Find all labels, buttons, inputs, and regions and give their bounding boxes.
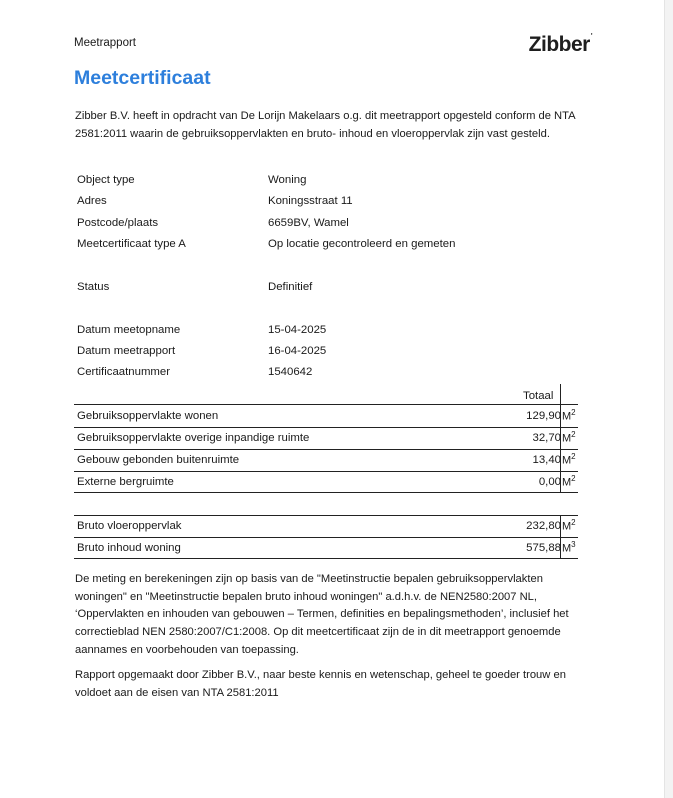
detail-label: Adres	[77, 195, 107, 207]
page-title: Meetcertificaat	[74, 67, 211, 89]
row-value: 32,70	[532, 432, 561, 444]
detail-label: Datum meetopname	[77, 324, 181, 336]
detail-value: 6659BV, Wamel	[268, 217, 349, 229]
row-unit: $M^2$	[562, 518, 576, 533]
row-value: 13,40	[532, 454, 561, 466]
row-unit: $M^2$	[562, 452, 576, 467]
row-unit: $M^2$	[562, 430, 576, 445]
table-row	[74, 472, 578, 493]
methodology-paragraph: De meting en berekeningen zijn op basis van de "Meetinstructie bepalen gebruiksoppervlakten woningen" en "Meetinstructie bepalen bruto inhoud woningen" a.d.h.v. de NEN2580:2007 NL, ‘Oppervlakten en inhouden van gebouwen – Termen, definities en bepalingsmethoden’, inclusief het correctieblad NEN 2580:2007/C1:2008. Op dit meetcertificaat zijn de in dit meetrapport genoemde aannames en voorbehouden van toepassing.	[75, 573, 569, 656]
row-value: 129,90	[526, 410, 561, 422]
detail-label: Meetcertificaat type A	[77, 238, 186, 250]
closing-paragraph: Rapport opgemaakt door Zibber B.V., naar beste kennis en wetenschap, geheel te goeder trouw en voldoet aan de eisen van NTA 2581:2011	[75, 669, 566, 699]
detail-label: Certificaatnummer	[77, 366, 171, 378]
row-unit: $M^3$	[562, 540, 576, 555]
table-row	[74, 516, 578, 537]
detail-value: Woning	[268, 174, 307, 186]
detail-value: 1540642	[268, 366, 313, 378]
logo-text: Zibber	[528, 33, 590, 56]
table-row	[74, 538, 578, 559]
detail-value: Koningsstraat 11	[268, 195, 353, 207]
logo-mark: '	[590, 33, 592, 40]
table-row	[74, 450, 578, 471]
table-rule	[74, 404, 578, 405]
detail-value: Op locatie gecontroleerd en gemeten	[268, 238, 456, 250]
row-unit: $M^2$	[562, 408, 576, 423]
row-label: Externe bergruimte	[77, 476, 174, 488]
detail-value: 16-04-2025	[268, 345, 327, 357]
row-label: Bruto inhoud woning	[77, 542, 181, 554]
row-value: 575,88	[526, 542, 561, 554]
detail-value: 15-04-2025	[268, 324, 327, 336]
detail-label: Postcode/plaats	[77, 217, 159, 229]
detail-label: Datum meetrapport	[77, 345, 176, 357]
total-header: Totaal	[523, 390, 554, 402]
row-label: Bruto vloeroppervlak	[77, 520, 182, 532]
detail-value: Definitief	[268, 281, 313, 293]
row-value: 0,00	[538, 476, 561, 488]
row-label: Gebouw gebonden buitenruimte	[77, 454, 240, 466]
intro-paragraph: Zibber B.V. heeft in opdracht van De Lorijn Makelaars o.g. dit meetrapport opgesteld conform de NTA 2581:2011 waarin de gebruiksoppervlakten en bruto- inhoud en vloeroppervlak zijn vast gesteld.	[75, 110, 575, 140]
row-label: Gebruiksoppervlakte wonen	[77, 410, 219, 422]
header-label: Meetrapport	[74, 37, 137, 49]
table-row	[74, 428, 578, 449]
detail-label: Status	[77, 281, 110, 293]
row-unit: $M^2$	[562, 474, 576, 489]
detail-label: Object type	[77, 174, 135, 186]
row-value: 232,80	[526, 520, 561, 532]
row-label: Gebruiksoppervlakte overige inpandige ruimte	[77, 432, 310, 444]
zibber-logo	[529, 33, 592, 57]
table-row	[74, 406, 578, 427]
page-shadow	[665, 0, 673, 798]
